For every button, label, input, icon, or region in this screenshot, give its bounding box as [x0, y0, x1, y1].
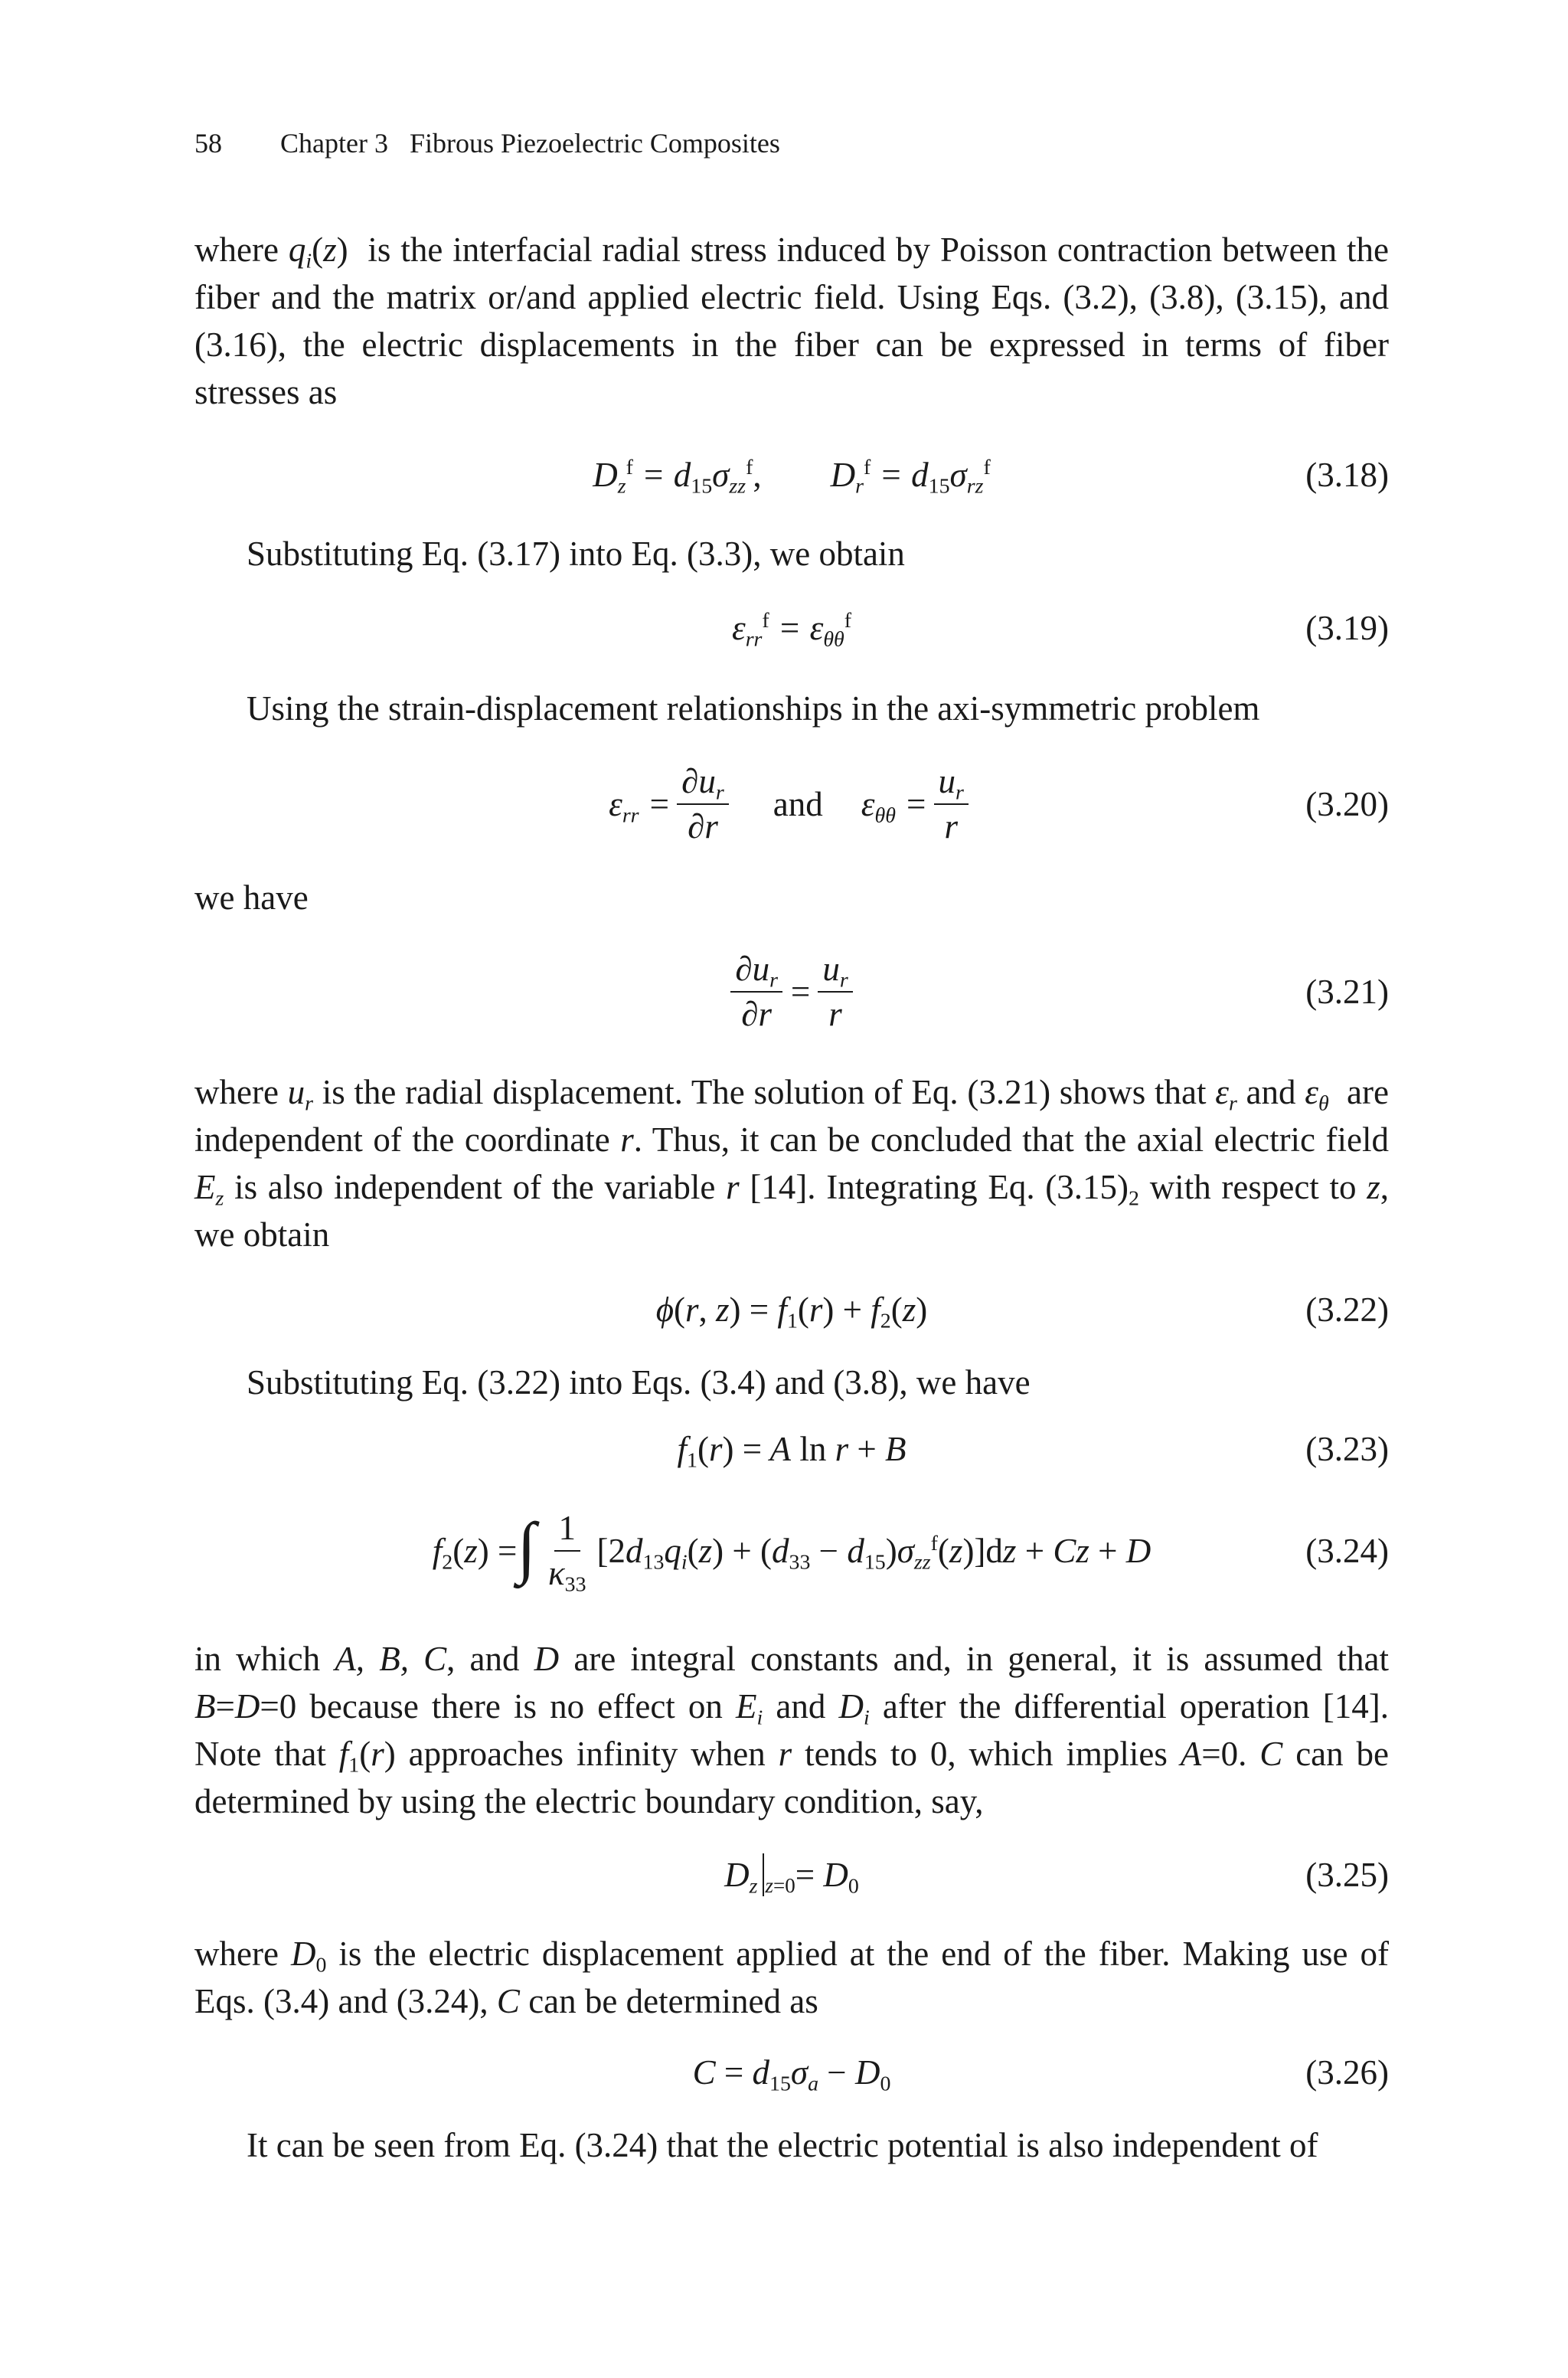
paragraph-7: in which A, B, C, and D are integral constants and, in general, it is assumed that B=D=0 because there is no effect on $E_i$ and $D_i$ after the differential operation [14]. Note that $f_1(r)$ approaches infinity when r tends to 0, which implies A=0. C can be determined by using the electric boundary condition, say, — [194, 1640, 1390, 1820]
equation-3-18: $D_z^f = d_{15}\sigma_{zz}^f$, $D_r^f = d_{15}\sigma_{rz}^f$ (3.18) — [593, 456, 1389, 499]
equation-number: (3.18) — [1305, 456, 1389, 494]
equation-number: (3.24) — [1305, 1532, 1389, 1570]
paragraph-5: where $u_r$ is the radial displacement. The solution of Eq. (3.21) shows that $\varepsilon_r$ and $\varepsilon_\theta$ are independent of the coordinate r. Thus, it can be concluded that the axial electric field $E_z$ is also independent of the variable r [14]. Integrating Eq. $(3.15)_2$ with respect to z, we obtain — [194, 1073, 1389, 1254]
running-header — [194, 127, 780, 159]
equation-number: (3.19) — [1305, 609, 1389, 647]
chapter-label: Chapter 3 — [280, 128, 388, 159]
paragraph-8: where $D_0$ is the electric displacement applied at the end of the fiber. Making use of Eqs. (3.4) and (3.24), C can be determined as — [194, 1935, 1389, 2020]
equation-number: (3.26) — [1305, 2053, 1389, 2092]
paragraph-1: where $q_i(z)$ is the interfacial radial stress induced by Poisson contraction between the fiber and the matrix or/and applied electric field. Using Eqs. (3.2), (3.8), (3.15), and (3.16), the electric displacements in the fiber can be expressed in terms of fiber stresses as — [194, 231, 1390, 411]
equation-3-23: $f_1(r) = A$ ln r + B (3.23) — [677, 1430, 1389, 1473]
paragraph-6: Substituting Eq. (3.22) into Eqs. (3.4) and (3.8), we have — [247, 1363, 1031, 1402]
paragraph-4: we have — [194, 878, 309, 917]
equation-number: (3.20) — [1305, 785, 1389, 823]
equation-number: (3.23) — [1305, 1430, 1389, 1468]
equation-3-20: $\varepsilon_{rr}$ = $\frac{\partial u_r}{\partial r}$ and $\varepsilon_{\theta\theta}$ = $\frac{u_r}{r}$ (3.20) — [609, 761, 1389, 846]
equation-number: (3.25) — [1305, 1856, 1389, 1894]
equation-3-26: $C = d_{15}\sigma_a - D_0$ (3.26) — [692, 2053, 1389, 2096]
equation-number: (3.22) — [1305, 1290, 1389, 1329]
page-number: 58 — [194, 128, 222, 159]
equation-3-22: ϕ(r, $z) = f_1(r) + f_2(z)$ (3.22) — [655, 1290, 1389, 1333]
chapter-title: Fibrous Piezoelectric Composites — [409, 128, 780, 159]
equation-3-21: $\frac{\partial u_r}{\partial r}$ = $\frac{u_r}{r}$ (3.21) — [194, 942, 1389, 1042]
equation-3-24: $f_2(z)$ = ∫ $\frac{1}{\kappa_{33}}$ $[2d_{13}q_i(z) + (d_{33} - d_{15})\sigma_{zz}^f(z)]dz + Cz + D$ (3.24) — [432, 1508, 1389, 1597]
equation-3-25: $D_z$ z=0 = $D_0$ (3.25) — [194, 1829, 1389, 1921]
equation-number: (3.21) — [1305, 973, 1389, 1011]
paragraph-3: Using the strain-displacement relationships in the axi-symmetric problem — [247, 689, 1260, 728]
paragraph-9: It can be seen from Eq. (3.24) that the electric potential is also independent of — [247, 2126, 1318, 2164]
paragraph-2: Substituting Eq. (3.17) into Eq. (3.3), we obtain — [247, 535, 905, 573]
equation-3-19: $\varepsilon_{rr}^f = \varepsilon_{\theta\theta}^f$ (3.19) — [731, 609, 1389, 652]
